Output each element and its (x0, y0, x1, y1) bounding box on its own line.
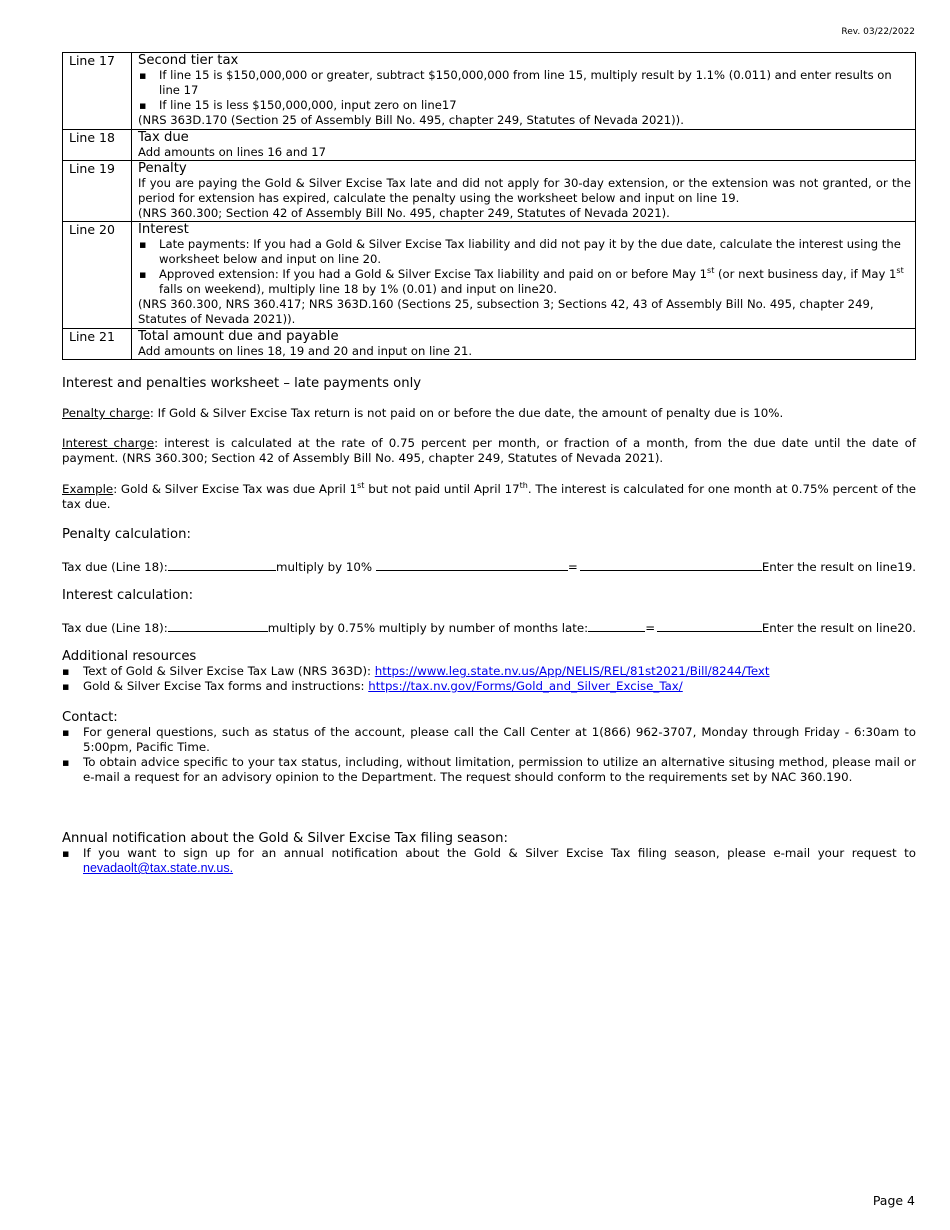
line-text: If you are paying the Gold & Silver Excise Tax late and did not apply for 30-day extension, or the extension was not granted, or the period for extension has expired, calculate the penalty using the worksheet below and input on line 19. (138, 176, 911, 205)
legal-reference: (NRS 360.300, NRS 360.417; NRS 363D.160 (Sections 25, subsection 3; Sections 42, 43 of Assembly Bill No. 495, chapter 249, Statutes of Nevada 2021)). (138, 297, 874, 326)
page-number: Page 4 (872, 1193, 915, 1208)
table-row (63, 329, 916, 360)
line-title: Tax due (138, 130, 189, 145)
additional-resources (62, 649, 916, 694)
contact-section (62, 710, 916, 785)
table-row (63, 130, 916, 161)
line-title: Second tier tax (138, 53, 239, 68)
example-paragraph: Example: Gold & Silver Excise Tax was due April 1st but not paid until April 17th. The interest is calculated for one month at 0.75% percent of the tax due. (62, 481, 916, 511)
interest-calc-row (62, 619, 916, 636)
annual-notification-section (62, 831, 916, 876)
list-item: ▪ If you want to sign up for an annual notification about the Gold & Silver Excise Tax filing season, please e-mail your request to nevadaolt@tax.state.nv.us. (62, 846, 916, 876)
list-item: ▪ If line 15 is less $150,000,000, input zero on line17 (138, 98, 911, 113)
line-text: Add amounts on lines 16 and 17 (138, 145, 327, 159)
penalty-calc-row (62, 558, 916, 575)
penalty-calc-title: Penalty calculation: (62, 527, 191, 542)
interest-charge-paragraph: Interest charge: interest is calculated at the rate of 0.75 percent per month, or fraction of a month, from the due date until the date of payment. (NRS 360.300; Section 42 of Assembly Bill No. 495, chapter 249, Statutes of Nevada 2021). (62, 436, 916, 465)
equals-sign: = (645, 621, 656, 635)
list-item: ▪ If line 15 is $150,000,000 or greater, subtract $150,000,000 from line 15, multiply result by 1.1% (0.011) and enter results on line 17 (138, 68, 911, 98)
penalty-result-instruction: Enter the result on line19. (761, 560, 916, 574)
list-item: ▪ To obtain advice specific to your tax status, including, without limitation, permission to utilize an alternative situsing method, please mail or e-mail a request for an advisory opinion to the Department. The request should conform to the requirements set by NAC 360.190. (62, 755, 916, 785)
legal-reference: (NRS 363D.170 (Section 25 of Assembly Bill No. 495, chapter 249, Statutes of Nevada 2021)). (138, 113, 684, 127)
email-link[interactable]: nevadaolt@tax.state.nv.us. (83, 861, 234, 875)
legal-reference: (NRS 360.300; Section 42 of Assembly Bill No. 495, chapter 249, Statutes of Nevada 2021). (138, 206, 670, 220)
penalty-multiply-text: multiply by 10% (275, 560, 373, 574)
interest-tax-due-field[interactable] (168, 619, 268, 632)
line-description (132, 222, 916, 329)
months-late-field[interactable] (588, 619, 645, 632)
line-description (132, 130, 916, 161)
list-item: ▪ For general questions, such as status of the account, please call the Call Center at 1(866) 962-3707, Monday through Friday - 6:30am to 5:00pm, Pacific Time. (62, 725, 916, 755)
line-title: Interest (138, 222, 189, 237)
contact-title: Contact: (62, 710, 118, 725)
interest-result-field[interactable] (657, 619, 762, 632)
worksheet-title: Interest and penalties worksheet – late payments only (62, 376, 422, 391)
penalty-product-field[interactable] (376, 558, 568, 571)
line-number: Line 18 (63, 130, 132, 161)
resources-title: Additional resources (62, 649, 197, 664)
list-item: ▪ Approved extension: If you had a Gold & Silver Excise Tax liability and paid on or before May 1st (or next business day, if May 1st falls on weekend), multiply line 18 by 1% (0.01) and input on line20. (138, 267, 911, 297)
line-description (132, 53, 916, 130)
interest-charge-label: Interest charge (62, 436, 155, 450)
equals-sign: = (567, 560, 578, 574)
penalty-tax-due-label: Tax due (Line 18): (62, 560, 168, 574)
list-item: ▪ Text of Gold & Silver Excise Tax Law (NRS 363D): https://www.leg.state.nv.us/App/NELIS/REL/81st2021/Bill/8244/Text (62, 664, 916, 679)
table-row (63, 53, 916, 130)
line-description (132, 161, 916, 222)
list-item: ▪ Gold & Silver Excise Tax forms and instructions: https://tax.nv.gov/Forms/Gold_and_Silver_Excise_Tax/ (62, 679, 916, 694)
line-description (132, 329, 916, 360)
forms-instructions-link[interactable]: https://tax.nv.gov/Forms/Gold_and_Silver_Excise_Tax/ (368, 679, 683, 693)
line-number: Line 19 (63, 161, 132, 222)
example-label: Example (62, 482, 114, 496)
revision-date: Rev. 03/22/2022 (841, 27, 915, 37)
nrs-363d-link[interactable]: https://www.leg.state.nv.us/App/NELIS/REL/81st2021/Bill/8244/Text (374, 664, 770, 678)
interest-multiply-text: multiply by 0.75% multiply by number of months late: (267, 621, 589, 635)
interest-tax-due-label: Tax due (Line 18): (62, 621, 168, 635)
line-title: Penalty (138, 161, 187, 176)
table-row (63, 161, 916, 222)
line-title: Total amount due and payable (138, 329, 339, 344)
line-number: Line 21 (63, 329, 132, 360)
penalty-result-field[interactable] (580, 558, 762, 571)
penalty-charge-paragraph: Penalty charge: If Gold & Silver Excise Tax return is not paid on or before the due date, the amount of penalty due is 10%. (62, 406, 784, 420)
interest-calc-title: Interest calculation: (62, 588, 194, 603)
line-number: Line 20 (63, 222, 132, 329)
annual-title: Annual notification about the Gold & Silver Excise Tax filing season: (62, 831, 508, 846)
line-text: Add amounts on lines 18, 19 and 20 and input on line 21. (138, 344, 473, 358)
line-number: Line 17 (63, 53, 132, 130)
table-row (63, 222, 916, 329)
instructions-table (62, 52, 916, 360)
penalty-tax-due-field[interactable] (168, 558, 276, 571)
interest-result-instruction: Enter the result on line20. (761, 621, 916, 635)
penalty-charge-label: Penalty charge (62, 406, 150, 420)
list-item: ▪ Late payments: If you had a Gold & Silver Excise Tax liability and did not pay it by the due date, calculate the interest using the worksheet below and input on line 20. (138, 237, 911, 267)
